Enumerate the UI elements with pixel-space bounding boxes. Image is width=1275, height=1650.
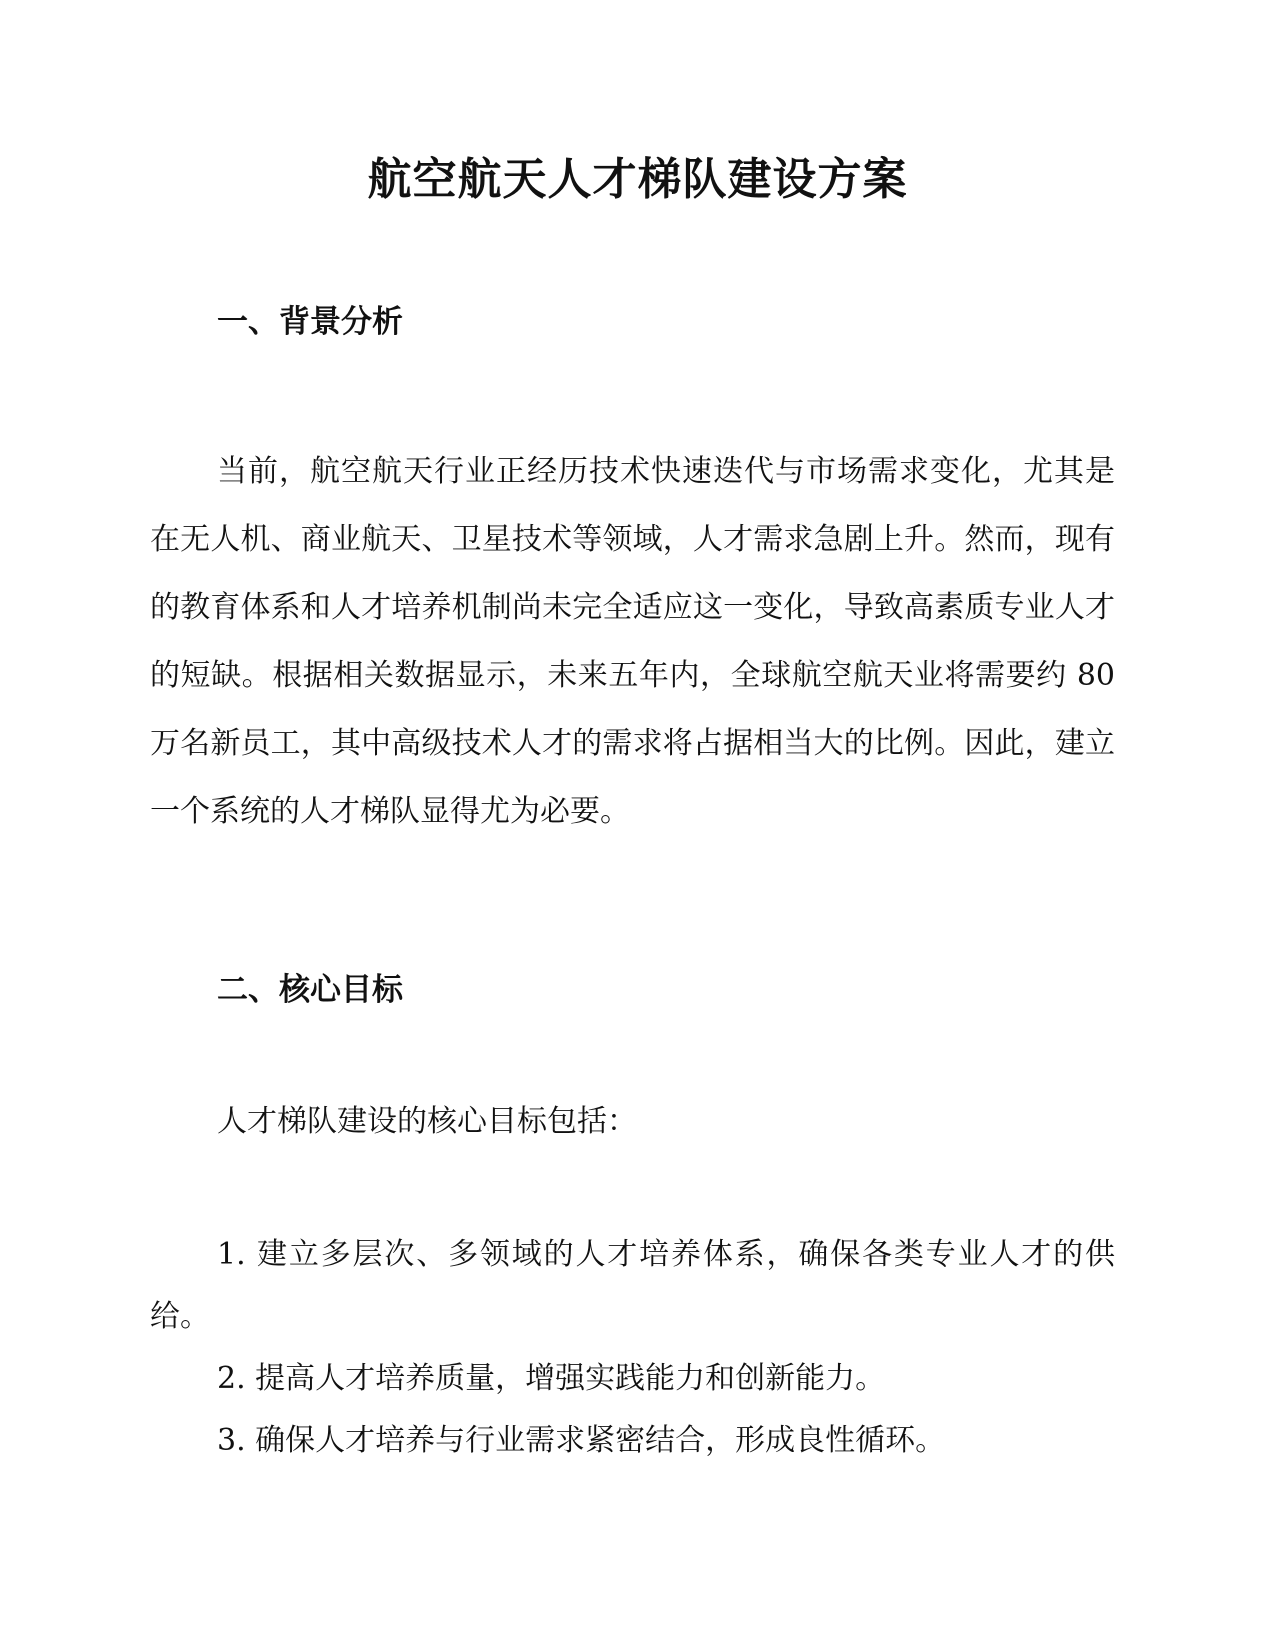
section-heading-background: 一、背景分析 [217,304,403,340]
goals-list [150,1224,1115,1472]
list-item: 1. 建立多层次、多领域的人才培养体系，确保各类专业人才的供给。 [150,1237,1115,1334]
section-heading-goals: 二、核心目标 [217,972,403,1008]
background-paragraph: 当前，航空航天行业正经历技术快速迭代与市场需求变化，尤其是在无人机、商业航天、卫星技术等领域，人才需求急剧上升。然而，现有的教育体系和人才培养机制尚未完全适应这一变化，导致高素质专业人才的短缺。根据相关数据显示，未来五年内，全球航空航天业将需要约 80 万名新员工，其中高级技术人才的需求将占据相当大的比例。因此，建立一个系统的人才梯队显得尤为必要。 [150,454,1115,829]
list-item: 3. 确保人才培养与行业需求紧密结合，形成良性循环。 [217,1423,946,1458]
list-item: 2. 提高人才培养质量，增强实践能力和创新能力。 [217,1361,886,1396]
goals-intro: 人才梯队建设的核心目标包括： [217,1104,637,1139]
document-title: 航空航天人才梯队建设方案 [367,154,908,205]
